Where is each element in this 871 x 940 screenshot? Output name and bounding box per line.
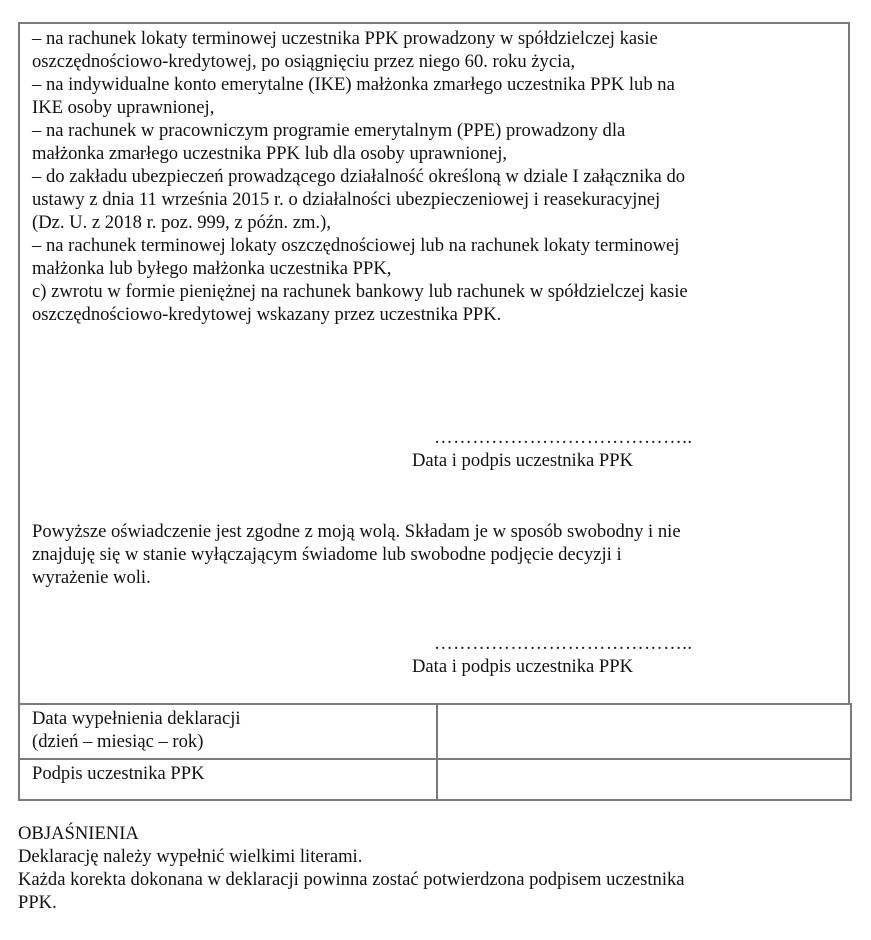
text-line: IKE osoby uprawnionej,	[32, 97, 215, 118]
date-label: Data wypełnienia deklaracji	[32, 708, 241, 729]
signature-line[interactable]: …………………………………..	[434, 633, 693, 654]
declaration-box	[18, 22, 850, 703]
text-line: ustawy z dnia 11 września 2015 r. o działalności ubezpieczeniowej i reasekuracyjnej	[32, 189, 661, 210]
notes-heading: OBJAŚNIENIA	[18, 823, 139, 844]
signature-label: Data i podpis uczestnika PPK	[412, 450, 634, 471]
text-line: wyrażenie woli.	[32, 567, 151, 588]
signature-line[interactable]: …………………………………..	[434, 427, 693, 448]
form-table	[18, 703, 852, 801]
date-format-hint: (dzień – miesiąc – rok)	[32, 731, 204, 752]
note-line: Każda korekta dokonana w deklaracji powinna zostać potwierdzona podpisem uczestnika	[18, 869, 685, 890]
signature-label: Data i podpis uczestnika PPK	[412, 656, 634, 677]
date-label-cell	[19, 704, 437, 759]
signature-field[interactable]	[437, 759, 851, 800]
signature-block-1	[412, 426, 693, 472]
statement-text	[32, 520, 681, 589]
table-row	[19, 704, 851, 759]
table-row	[19, 759, 851, 800]
text-line: znajduję się w stanie wyłączającym świadome lub swobodne podjęcie decyzji i	[32, 544, 622, 565]
text-line: – na rachunek w pracowniczym programie emerytalnym (PPE) prowadzony dla	[32, 120, 626, 141]
note-line: PPK.	[18, 892, 57, 913]
text-line: małżonka lub byłego małżonka uczestnika PPK,	[32, 258, 392, 279]
text-line: małżonka zmarłego uczestnika PPK lub dla osoby uprawnionej,	[32, 143, 508, 164]
signature-block-2	[412, 632, 693, 678]
note-line: Deklarację należy wypełnić wielkimi literami.	[18, 846, 363, 867]
text-line: oszczędnościowo-kredytowej wskazany przez uczestnika PPK.	[32, 304, 502, 325]
text-line: – na indywidualne konto emerytalne (IKE) małżonka zmarłego uczestnika PPK lub na	[32, 74, 675, 95]
text-line: – do zakładu ubezpieczeń prowadzącego działalność określoną w dziale I załącznika do	[32, 166, 686, 187]
text-line: c) zwrotu w formie pieniężnej na rachunek bankowy lub rachunek w spółdzielczej kasie	[32, 281, 688, 302]
text-line: – na rachunek terminowej lokaty oszczędnościowej lub na rachunek lokaty terminowej	[32, 235, 680, 256]
signature-label-cell	[19, 759, 437, 800]
text-line: (Dz. U. z 2018 r. poz. 999, z późn. zm.),	[32, 212, 331, 233]
text-line: Powyższe oświadczenie jest zgodne z moją wolą. Składam je w sposób swobodny i nie	[32, 521, 681, 542]
transfer-options-text	[32, 27, 840, 326]
text-line: – na rachunek lokaty terminowej uczestnika PPK prowadzony w spółdzielczej kasie	[32, 28, 658, 49]
signature-label: Podpis uczestnika PPK	[32, 763, 205, 784]
date-field[interactable]	[437, 704, 851, 759]
text-line: oszczędnościowo-kredytowej, po osiągnięciu przez niego 60. roku życia,	[32, 51, 576, 72]
notes-section	[18, 822, 685, 914]
